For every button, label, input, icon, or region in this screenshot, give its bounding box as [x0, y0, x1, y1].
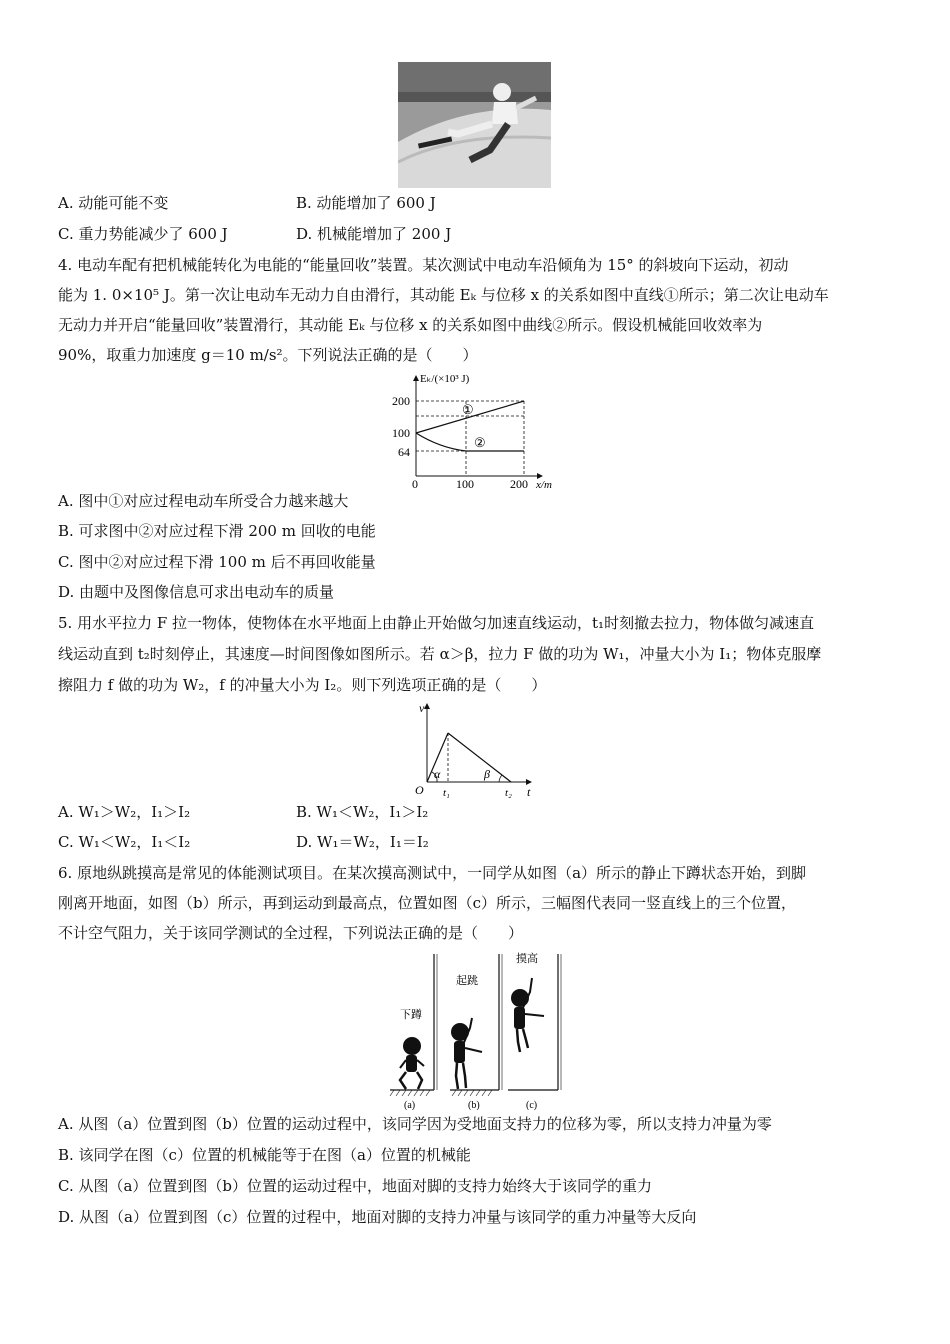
q4-option-c: C. 图中②对应过程下滑 100 m 后不再回收能量 — [58, 553, 376, 571]
q4-line-2-label: ② — [474, 435, 486, 450]
q6-stem-line-2: 刚离开地面，如图（b）所示，再到运动到最高点，位置如图（c）所示，三幅图代表同一竖直线上的三个位置， — [58, 894, 797, 912]
q6-stem-line-3: 不计空气阻力，关于该同学测试的全过程，下列说法正确的是（ ） — [58, 924, 524, 942]
q5-option-a: A. W₁＞W₂，I₁＞I₂ — [58, 803, 191, 821]
q5-option-c: C. W₁＜W₂，I₁＜I₂ — [58, 833, 191, 851]
q4-stem-line-1: 4. 电动车配有把机械能转化为电能的“能量回收”装置。某次测试中电动车沿倾角为 15° 的斜坡向下运动，初动 — [58, 256, 789, 274]
q6-option-c: C. 从图（a）位置到图（b）位置的运动过程中，地面对脚的支持力始终大于该同学的重力 — [58, 1177, 653, 1195]
q4-curve-2 — [416, 433, 524, 451]
q4-x-tick-0: 0 — [412, 477, 418, 490]
q5-option-d: D. W₁＝W₂，I₁＝I₂ — [296, 833, 429, 851]
q4-y-tick-64: 64 — [398, 445, 410, 459]
q4-y-tick-200: 200 — [392, 394, 410, 408]
q5-alpha-label: α — [434, 767, 441, 781]
q4-line-1-label: ① — [462, 402, 474, 417]
q5-option-b: B. W₁＜W₂，I₁＞I₂ — [296, 803, 429, 821]
q6-label-touch: 摸高 — [516, 953, 538, 965]
q5-stem-line-3: 擦阻力 f 做的功为 W₂，f 的冲量大小为 I₂。则下列选项正确的是（ ） — [58, 676, 547, 694]
q6-caption-a: (a) — [404, 1100, 416, 1110]
q6-option-d: D. 从图（a）位置到图（c）位置的过程中，地面对脚的支持力冲量与该同学的重力冲量等大反向 — [58, 1208, 697, 1226]
q5-v-label: v — [419, 701, 425, 715]
q6-label-squat: 下蹲 — [400, 1009, 422, 1021]
q5-beta-label: β — [484, 767, 490, 781]
q5-t-label: t — [527, 785, 531, 799]
q6-panel-c — [508, 954, 561, 1090]
q6-stem-line-1: 6. 原地纵跳摸高是常见的体能测试项目。在某次摸高测试中，一同学从如图（a）所示的静止下蹲状态开始，到脚 — [58, 864, 807, 882]
q4-option-a: A. 图中①对应过程电动车所受合力越来越大 — [58, 492, 349, 510]
q5-vt-graph — [385, 700, 545, 800]
skateboard-photo — [398, 62, 551, 188]
q3-option-b: B. 动能增加了 600 J — [296, 194, 436, 212]
q6-caption-b: (b) — [468, 1100, 480, 1110]
q4-option-b: B. 可求图中②对应过程下滑 200 m 回收的电能 — [58, 522, 376, 540]
q4-y-label: Eₖ/(×10³ J) — [420, 373, 470, 385]
q6-option-a: A. 从图（a）位置到图（b）位置的运动过程中，该同学因为受地面支持力的位移为零，所以支持力冲量为零 — [58, 1115, 772, 1133]
q4-ek-graph — [380, 370, 580, 490]
q5-fall-line — [448, 733, 511, 782]
q3-option-c: C. 重力势能减少了 600 J — [58, 225, 228, 243]
q4-y-tick-100: 100 — [392, 426, 410, 440]
q3-option-a: A. 动能可能不变 — [58, 194, 169, 212]
q5-stem-line-2: 线运动直到 t₂时刻停止，其速度—时间图像如图所示。若 α＞β，拉力 F 做的功为 W₁，冲量大小为 I₁；物体克服摩 — [58, 645, 822, 663]
q5-origin-label: O — [415, 783, 424, 797]
q6-panel-a — [390, 954, 437, 1096]
q6-caption-c: (c) — [526, 1100, 538, 1110]
q3-option-d: D. 机械能增加了 200 J — [296, 225, 452, 243]
q6-jump-figure — [386, 948, 566, 1110]
q4-option-d: D. 由题中及图像信息可求出电动车的质量 — [58, 583, 335, 601]
q5-stem-line-1: 5. 用水平拉力 F 拉一物体，使物体在水平地面上由静止开始做匀加速直线运动，t₁时刻撤去拉力，物体做匀减速直 — [58, 614, 815, 632]
q4-x-tick-100: 100 — [456, 477, 474, 490]
q5-t1-label: t₁ — [443, 787, 450, 799]
q6-option-b: B. 该同学在图（c）位置的机械能等于在图（a）位置的机械能 — [58, 1146, 471, 1164]
q5-t2-label: t₂ — [505, 787, 512, 799]
q4-stem-line-2: 能为 1. 0×10⁵ J。第一次让电动车无动力自由滑行，其动能 Eₖ 与位移 x 的关系如图中直线①所示；第二次让电动车 — [58, 286, 829, 304]
q6-label-takeoff: 起跳 — [456, 975, 478, 987]
q4-x-label: x/m — [536, 479, 552, 490]
q4-stem-line-4: 90%，取重力加速度 g＝10 m/s²。下列说法正确的是（ ） — [58, 346, 478, 364]
q4-x-tick-200: 200 — [510, 477, 528, 490]
q4-stem-line-3: 无动力并开启“能量回收”装置滑行，其动能 Eₖ 与位移 x 的关系如图中曲线②所示。假设机械能回收效率为 — [58, 316, 763, 334]
